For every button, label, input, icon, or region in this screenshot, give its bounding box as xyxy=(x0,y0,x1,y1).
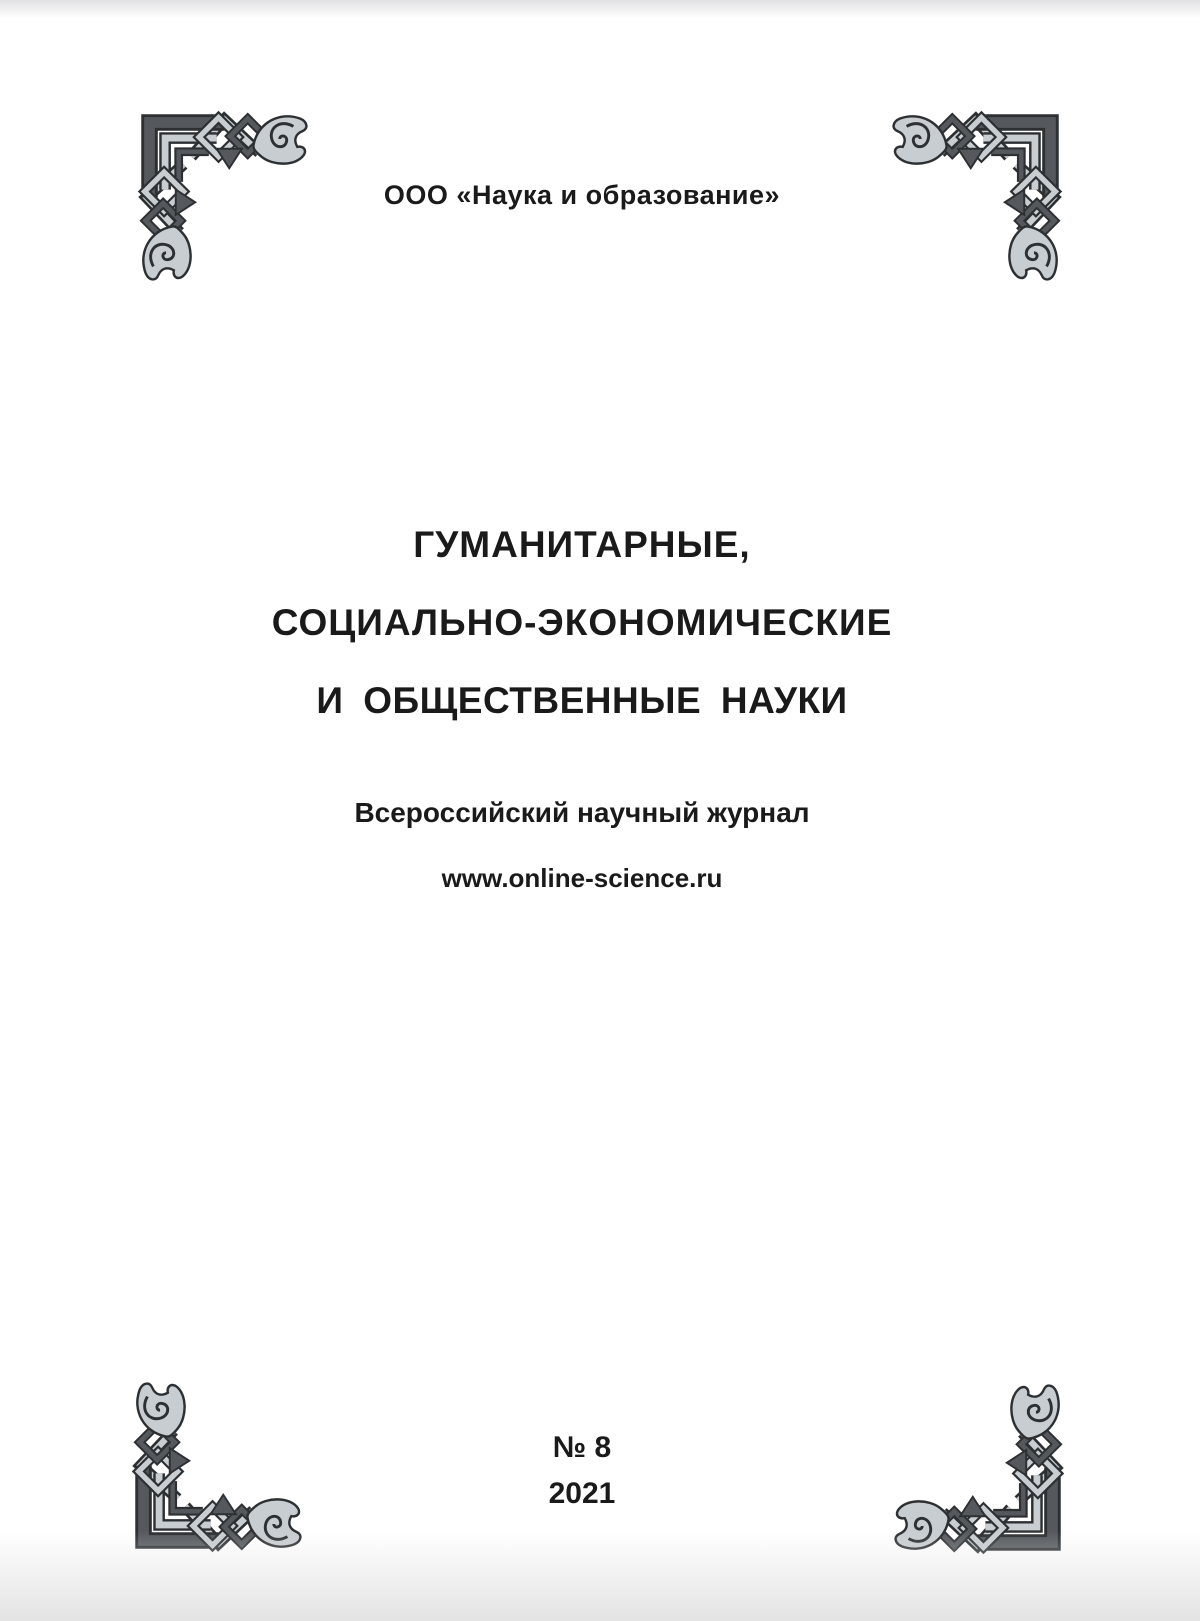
journal-title xyxy=(0,506,1164,740)
issue-block xyxy=(0,1425,1164,1517)
journal-title-line-1: ГУМАНИТАРНЫЕ, xyxy=(413,524,751,565)
page-bottom-edge-shading xyxy=(0,1531,1200,1621)
journal-subtitle: Всероссийский научный журнал xyxy=(354,797,810,828)
journal-title-line-2: СОЦИАЛЬНО-ЭКОНОМИЧЕСКИЕ xyxy=(271,602,893,643)
issue-number: № 8 xyxy=(552,1431,612,1464)
page-top-edge-shading xyxy=(0,0,1200,18)
journal-website: www.online-science.ru xyxy=(441,863,723,893)
journal-title-line-3: И ОБЩЕСТВЕННЫЕ НАУКИ xyxy=(316,680,848,721)
issue-year: 2021 xyxy=(548,1477,616,1510)
publisher-line: ООО «Наука и образование» xyxy=(383,180,781,210)
